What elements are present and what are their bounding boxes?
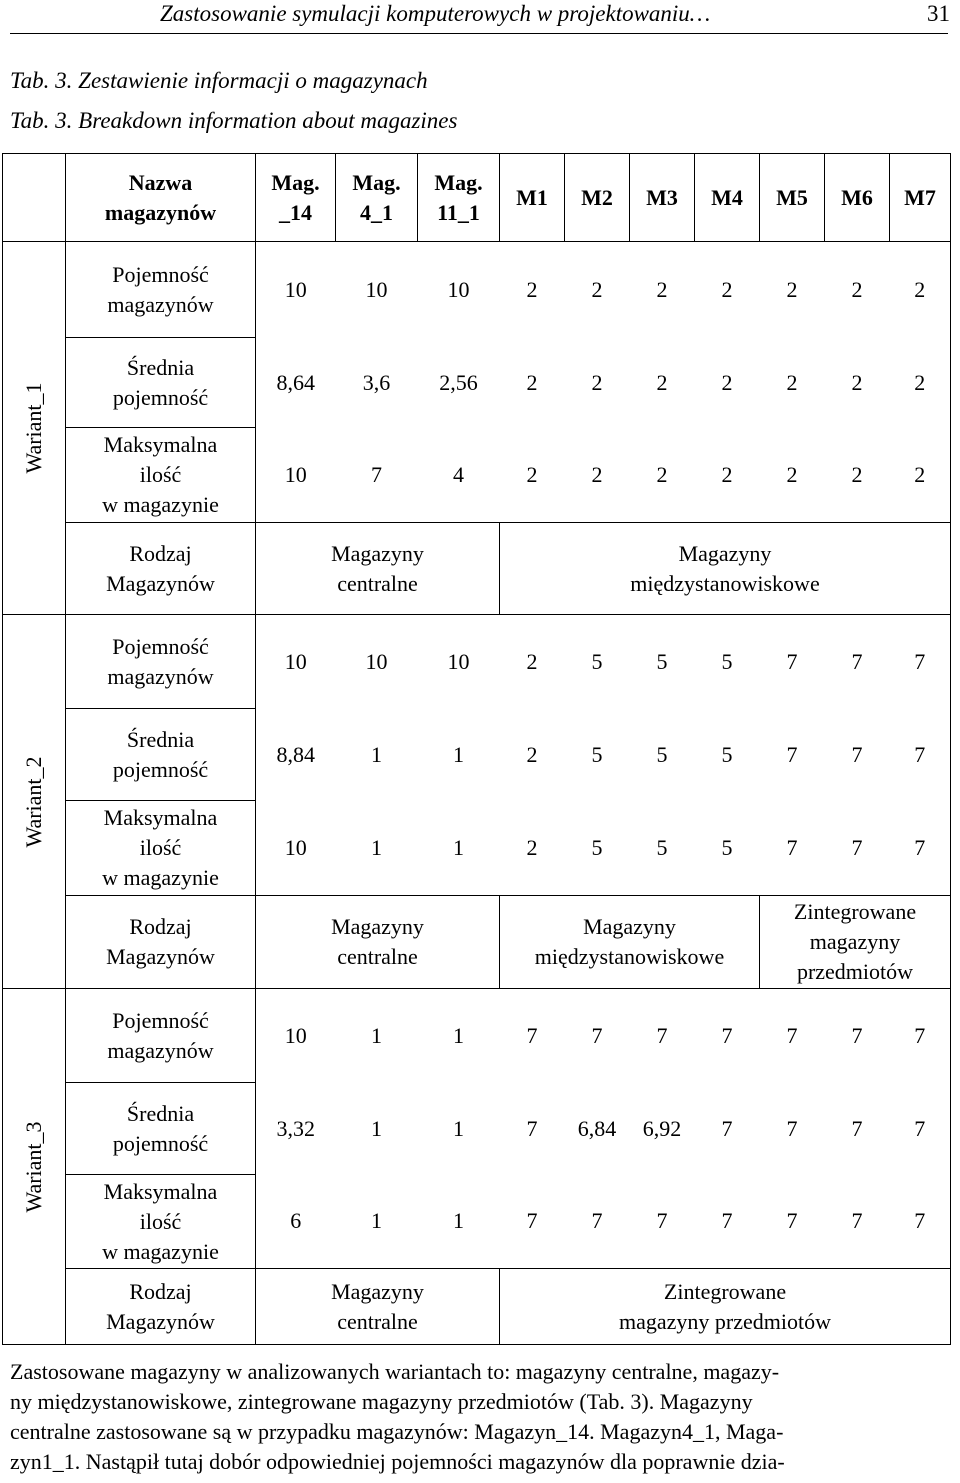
value-cell: 10 (365, 648, 388, 674)
value-cell: 2 (721, 369, 733, 395)
value-cell: 2 (721, 276, 733, 302)
value-cell: 7 (721, 1022, 733, 1048)
value-cell: 1 (371, 1115, 382, 1141)
value-cell: 5 (721, 648, 733, 674)
header-mag-11-1: Mag. 11_1 (418, 154, 500, 242)
value-cell: 2 (526, 369, 538, 395)
value-cell: 7 (786, 648, 798, 674)
value-cell: 5 (721, 741, 733, 767)
header-m2: M2 (565, 154, 630, 242)
value-cell: 7 (591, 1208, 603, 1234)
value-cell: 7 (526, 1208, 538, 1234)
type-cell: Magazyny centralne (256, 523, 500, 615)
header-m4: M4 (695, 154, 760, 242)
value-cell: 1 (453, 1208, 464, 1234)
type-cell: Zintegrowane magazyny przedmiotów (760, 896, 951, 989)
value-cell: 7 (786, 834, 798, 860)
table-header-row (3, 154, 951, 242)
body-paragraph (10, 1357, 948, 1477)
value-cell: 2 (591, 276, 603, 302)
value-cell: 2,56 (439, 369, 478, 395)
paragraph-line: ny międzystanowiskowe, zintegrowane magazyny przedmiotów (Tab. 3). Magazyny (10, 1389, 753, 1414)
table-row (3, 338, 951, 428)
row-label-pojemnosc: Pojemność magazynów (66, 615, 256, 709)
value-cell: 5 (656, 834, 668, 860)
value-cell: 1 (371, 741, 382, 767)
value-cell: 7 (851, 1022, 863, 1048)
value-cell: 7 (721, 1115, 733, 1141)
row-label-srednia: Średnia pojemność (66, 709, 256, 801)
value-cell: 2 (591, 461, 603, 487)
wariant-2-label: Wariant_2 (3, 615, 66, 989)
value-cell: 10 (256, 428, 336, 523)
value-cell: 8,84 (256, 709, 336, 801)
row-label-maks: Maksymalna ilość w magazynie (66, 1175, 256, 1269)
value-cell: 2 (851, 461, 863, 487)
value-cell: 10 (256, 989, 336, 1083)
paragraph-line: Zastosowane magazyny w analizowanych wariantach to: magazyny centralne, magazy- (10, 1359, 780, 1384)
value-cell: 5 (656, 648, 668, 674)
value-cell: 7 (890, 615, 951, 709)
value-cell: 8,64 (256, 338, 336, 428)
value-cell: 5 (591, 741, 603, 767)
value-cell: 2 (721, 461, 733, 487)
value-cell: 7 (371, 461, 382, 487)
value-cell: 4 (453, 461, 464, 487)
value-cell: 2 (526, 741, 538, 767)
value-cell: 7 (786, 741, 798, 767)
value-cell: 5 (721, 834, 733, 860)
value-cell: 7 (591, 1022, 603, 1048)
table-row (3, 428, 951, 523)
header-mag-4-1: Mag. 4_1 (336, 154, 418, 242)
row-label-rodzaj: Rodzaj Magazynów (66, 896, 256, 989)
table-caption-en: Tab. 3. Breakdown information about magazines (10, 108, 458, 133)
row-label-srednia: Średnia pojemność (66, 1083, 256, 1175)
table-row (3, 989, 951, 1083)
value-cell: 2 (851, 369, 863, 395)
value-cell: 5 (591, 648, 603, 674)
value-cell: 7 (526, 1022, 538, 1048)
value-cell: 1 (371, 1208, 382, 1234)
value-cell: 7 (851, 648, 863, 674)
corner-cell (3, 154, 66, 242)
value-cell: 2 (656, 369, 668, 395)
row-label-pojemnosc: Pojemność magazynów (66, 242, 256, 338)
value-cell: 7 (890, 1175, 951, 1269)
header-m3: M3 (630, 154, 695, 242)
value-cell: 2 (526, 276, 538, 302)
value-cell: 2 (890, 428, 951, 523)
table-row (3, 709, 951, 801)
row-label-rodzaj: Rodzaj Magazynów (66, 1269, 256, 1345)
value-cell: 3,6 (362, 369, 391, 395)
page-number: 31 (927, 1, 950, 26)
magazines-table (2, 153, 951, 1345)
type-cell: Magazyny centralne (256, 896, 500, 989)
value-cell: 7 (786, 1115, 798, 1141)
table-row (3, 801, 951, 896)
value-cell: 5 (656, 741, 668, 767)
header-m6: M6 (825, 154, 890, 242)
value-cell: 2 (656, 461, 668, 487)
header-name: Nazwa magazynów (66, 154, 256, 242)
table-row (3, 1269, 951, 1345)
value-cell: 1 (453, 1115, 464, 1141)
table-row (3, 523, 951, 615)
value-cell: 1 (371, 834, 382, 860)
type-cell: Zintegrowane magazyny przedmiotów (500, 1269, 951, 1345)
table-row (3, 242, 951, 338)
value-cell: 2 (591, 369, 603, 395)
value-cell: 2 (526, 648, 538, 674)
value-cell: 2 (786, 461, 798, 487)
value-cell: 2 (851, 276, 863, 302)
value-cell: 7 (721, 1208, 733, 1234)
value-cell: 1 (453, 1022, 464, 1048)
value-cell: 1 (453, 834, 464, 860)
value-cell: 2 (526, 461, 538, 487)
table-caption-pl: Tab. 3. Zestawienie informacji o magazynach (10, 68, 428, 93)
paragraph-line: zyn1_1. Nastąpił tutaj dobór odpowiedniej pojemności magazynów dla poprawnie dzia- (10, 1449, 785, 1474)
value-cell: 7 (526, 1115, 538, 1141)
type-cell: Magazyny międzystanowiskowe (500, 896, 760, 989)
value-cell: 7 (786, 1022, 798, 1048)
value-cell: 7 (851, 1115, 863, 1141)
table-row (3, 615, 951, 709)
row-label-maks: Maksymalna ilość w magazynie (66, 801, 256, 896)
value-cell: 7 (851, 834, 863, 860)
running-title: Zastosowanie symulacji komputerowych w projektowaniu… (160, 1, 711, 26)
type-cell: Magazyny międzystanowiskowe (500, 523, 951, 615)
value-cell: 2 (656, 276, 668, 302)
value-cell: 2 (890, 338, 951, 428)
table-row (3, 1083, 951, 1175)
value-cell: 3,32 (256, 1083, 336, 1175)
value-cell: 7 (890, 1083, 951, 1175)
row-label-pojemnosc: Pojemność magazynów (66, 989, 256, 1083)
value-cell: 2 (786, 276, 798, 302)
row-label-srednia: Średnia pojemność (66, 338, 256, 428)
value-cell: 10 (256, 615, 336, 709)
value-cell: 7 (890, 801, 951, 896)
value-cell: 7 (656, 1022, 668, 1048)
value-cell: 10 (447, 648, 470, 674)
running-header (10, 0, 950, 32)
value-cell: 7 (890, 709, 951, 801)
wariant-3-label: Wariant_3 (3, 989, 66, 1345)
value-cell: 7 (786, 1208, 798, 1234)
value-cell: 10 (447, 276, 470, 302)
header-mag-14: Mag. _14 (256, 154, 336, 242)
value-cell: 7 (851, 741, 863, 767)
value-cell: 10 (256, 242, 336, 338)
value-cell: 6,84 (577, 1115, 617, 1141)
header-rule (10, 33, 948, 34)
value-cell: 7 (656, 1208, 668, 1234)
value-cell: 10 (256, 801, 336, 896)
type-cell: Magazyny centralne (256, 1269, 500, 1345)
value-cell: 10 (365, 276, 388, 302)
table-row (3, 896, 951, 989)
table-row (3, 1175, 951, 1269)
value-cell: 6 (256, 1175, 336, 1269)
wariant-1-label: Wariant_1 (3, 242, 66, 615)
value-cell: 2 (890, 242, 951, 338)
value-cell: 7 (890, 989, 951, 1083)
value-cell: 2 (526, 834, 538, 860)
value-cell: 1 (371, 1022, 382, 1048)
value-cell: 5 (591, 834, 603, 860)
value-cell: 7 (851, 1208, 863, 1234)
header-m7: M7 (890, 154, 951, 242)
header-m1: M1 (500, 154, 565, 242)
header-m5: M5 (760, 154, 825, 242)
value-cell: 6,92 (642, 1115, 682, 1141)
value-cell: 1 (453, 741, 464, 767)
row-label-rodzaj: Rodzaj Magazynów (66, 523, 256, 615)
row-label-maks: Maksymalna ilość w magazynie (66, 428, 256, 523)
value-cell: 2 (786, 369, 798, 395)
paragraph-line: centralne zastosowane są w przypadku magazynów: Magazyn_14. Magazyn4_1, Maga- (10, 1419, 784, 1444)
